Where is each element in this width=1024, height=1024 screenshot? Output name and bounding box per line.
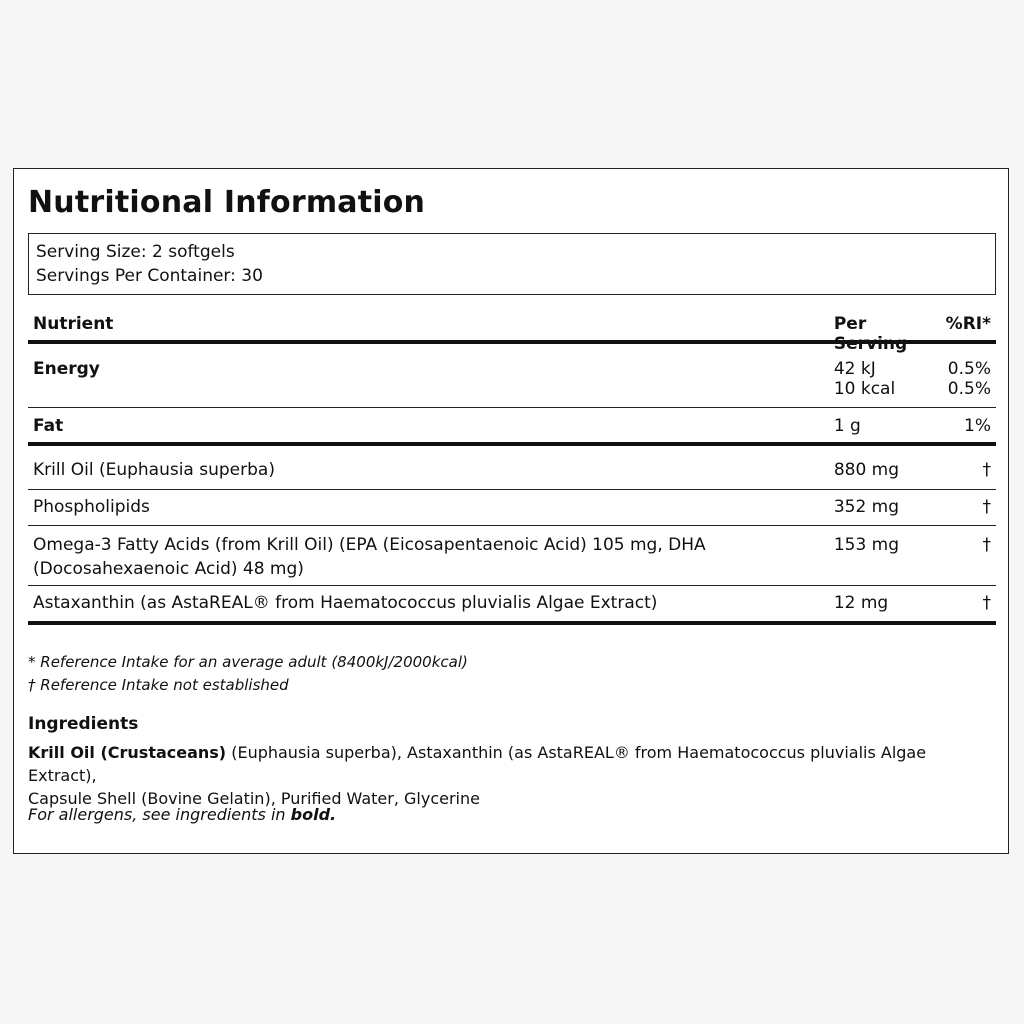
energy-kcal: 10 kcal [833, 379, 896, 399]
krill-value: 880 mg [833, 460, 900, 480]
krill-ri: † [982, 460, 991, 480]
header-nutrient: Nutrient [33, 314, 114, 334]
fat-value: 1 g [833, 416, 861, 436]
table-row-phospholipids [28, 490, 996, 526]
krill-label: Krill Oil (Euphausia superba) [33, 460, 275, 480]
nutrition-panel [13, 168, 1009, 854]
page-title: Nutritional Information [28, 185, 426, 220]
energy-label: Energy [33, 359, 100, 379]
phospholipids-label: Phospholipids [33, 497, 150, 517]
table-row-astaxanthin [28, 586, 996, 625]
ingredients-line1: (Euphausia superba), Astaxanthin (as AstaREAL® from Haematococcus pluvialis Algae Extract), [28, 743, 927, 785]
table-row-omega3 [28, 526, 996, 586]
astaxanthin-label: Astaxanthin (as AstaREAL® from Haematococcus pluvialis Algae Extract) [33, 593, 658, 613]
dagger-footnote: † Reference Intake not established [28, 676, 289, 694]
omega3-label: Omega-3 Fatty Acids (from Krill Oil) (EPA (Eicosapentaenoic Acid) 105 mg, DHA (Docosahexaenoic Acid) 48 mg) [33, 535, 706, 579]
serving-size: Serving Size: 2 softgels [36, 242, 235, 262]
servings-per-container: Servings Per Container: 30 [36, 266, 263, 286]
fat-label: Fat [33, 416, 64, 436]
serving-info-box [28, 233, 996, 295]
omega3-ri: † [982, 535, 991, 555]
omega3-value: 153 mg [833, 535, 900, 555]
energy-kj: 42 kJ [833, 359, 876, 379]
allergen-note [28, 805, 336, 824]
table-header [28, 307, 996, 354]
table-row-krill-oil [28, 446, 996, 490]
ri-footnote: * Reference Intake for an average adult (8400kJ/2000kcal) [28, 653, 468, 671]
ingredients-line2: Capsule Shell (Bovine Gelatin), Purified Water, Glycerine [28, 789, 480, 808]
footnotes [28, 651, 468, 697]
allergen-bold-word: bold. [290, 805, 337, 824]
nutrition-table [28, 307, 996, 625]
ingredients-title: Ingredients [28, 714, 139, 734]
phospholipids-value: 352 mg [833, 497, 900, 517]
energy-kj-ri: 0.5% [947, 359, 991, 379]
astaxanthin-value: 12 mg [833, 593, 889, 613]
astaxanthin-ri: † [982, 593, 991, 613]
fat-ri: 1% [964, 416, 991, 436]
phospholipids-ri: † [982, 497, 991, 517]
ingredients-allergen-bold: Krill Oil (Crustaceans) [28, 743, 227, 762]
header-per-serving: Per Serving [833, 314, 908, 354]
ingredients-text [28, 741, 988, 810]
energy-kcal-ri: 0.5% [947, 379, 991, 399]
allergen-prefix: For allergens, see ingredients in [28, 805, 291, 824]
header-ri: %RI* [945, 314, 991, 334]
table-row-fat [28, 408, 996, 446]
